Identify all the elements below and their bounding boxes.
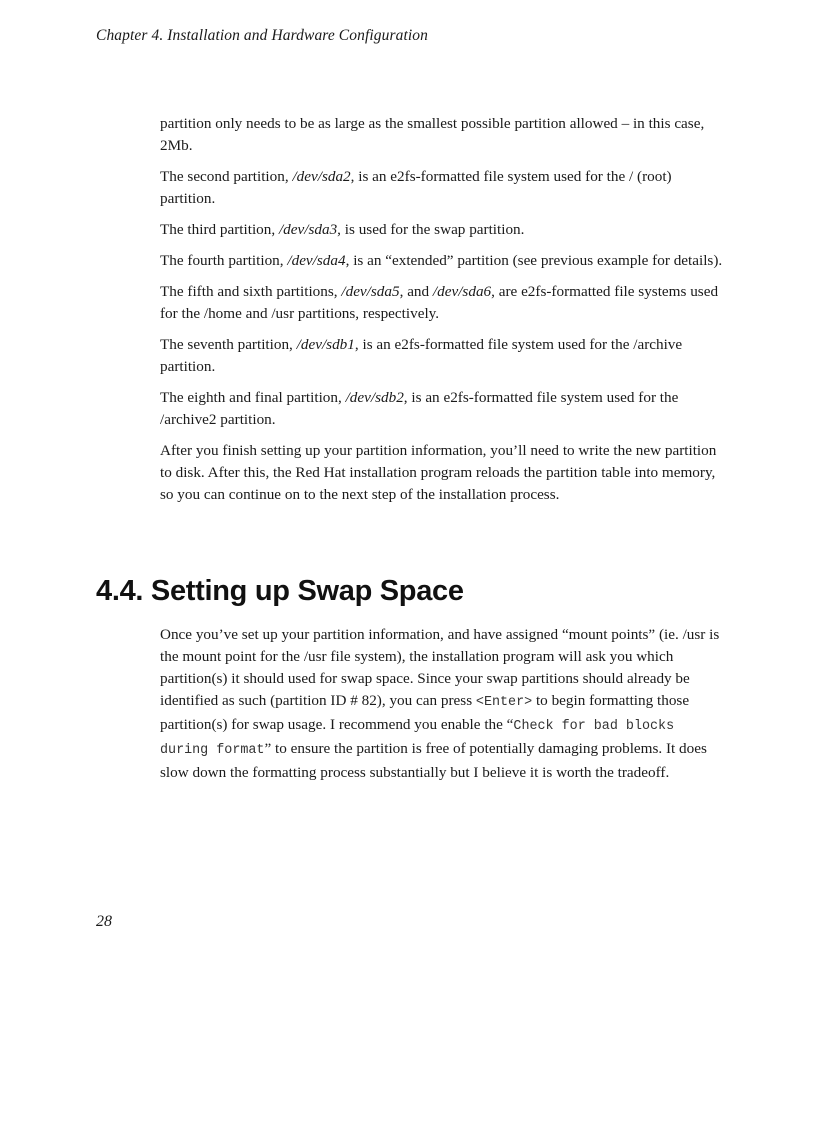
text: ” to ensure the partition is free of potentially damaging problems. It does slow down the formatting process substantially but I believe it is worth the tradeoff. [160,740,707,781]
paragraph [160,250,730,272]
device-path: /dev/sdb1 [296,336,355,353]
text: The second partition, [160,168,293,185]
text: , is used for the swap partition. [337,221,525,238]
text: , are e2fs-formatted file systems used for the /home and /usr partitions, respectively. [160,283,719,322]
device-path: /dev/sda2 [292,168,351,185]
text: , is an “extended” partition (see previous example for details). [345,252,723,269]
paragraph [160,624,730,784]
device-path: /dev/sdb2 [345,389,404,406]
device-path: /dev/sda4 [287,252,346,269]
paragraph [160,166,730,210]
swap-section-body [160,624,730,793]
paragraph: After you finish setting up your partition information, you’ll need to write the new partition to disk. After this, the Red Hat installation program reloads the partition table into memory, so you can continue on to the next step of the installation process. [160,442,717,503]
device-path: /dev/sda3 [278,221,338,238]
device-path: /dev/sda6 [432,283,492,300]
text: , and [399,283,433,300]
text: The third partition, [160,221,279,238]
text: The seventh partition, [160,336,297,353]
paragraph [160,219,730,241]
paragraph [160,387,730,431]
paragraph [160,281,730,325]
paragraph: partition only needs to be as large as the smallest possible partition allowed – in this case, 2Mb. [160,115,705,154]
text: , is an e2fs-formatted file system used for the /archive partition. [160,336,683,375]
text: , is an e2fs-formatted file system used for the /archive2 partition. [160,389,679,428]
text: Once you’ve set up your partition information, and have assigned “mount points” (ie. /usr is the mount point for the /usr file system), the installation program will ask you which partition(s) it should used for swap space. Since your swap partitions should already be identified as such (partition ID # 82), you can press [160,626,720,709]
device-path: /dev/sda5 [341,283,400,300]
section-heading: 4.4. Setting up Swap Space [96,575,464,607]
text: to begin formatting those partition(s) for swap usage. I recommend you enable the “ [160,692,690,733]
paragraph [160,334,730,378]
text: The fifth and sixth partitions, [160,283,342,300]
running-header: Chapter 4. Installation and Hardware Configuration [96,27,428,44]
page-number: 28 [96,913,112,930]
text: , is an e2fs-formatted file system used for the / (root) partition. [160,168,672,207]
text: The eighth and final partition, [160,389,346,406]
key-name: <Enter> [475,695,533,710]
previous-section-body [160,113,730,515]
option-label: Check for bad blocks during format [160,719,675,758]
text: The fourth partition, [160,252,288,269]
